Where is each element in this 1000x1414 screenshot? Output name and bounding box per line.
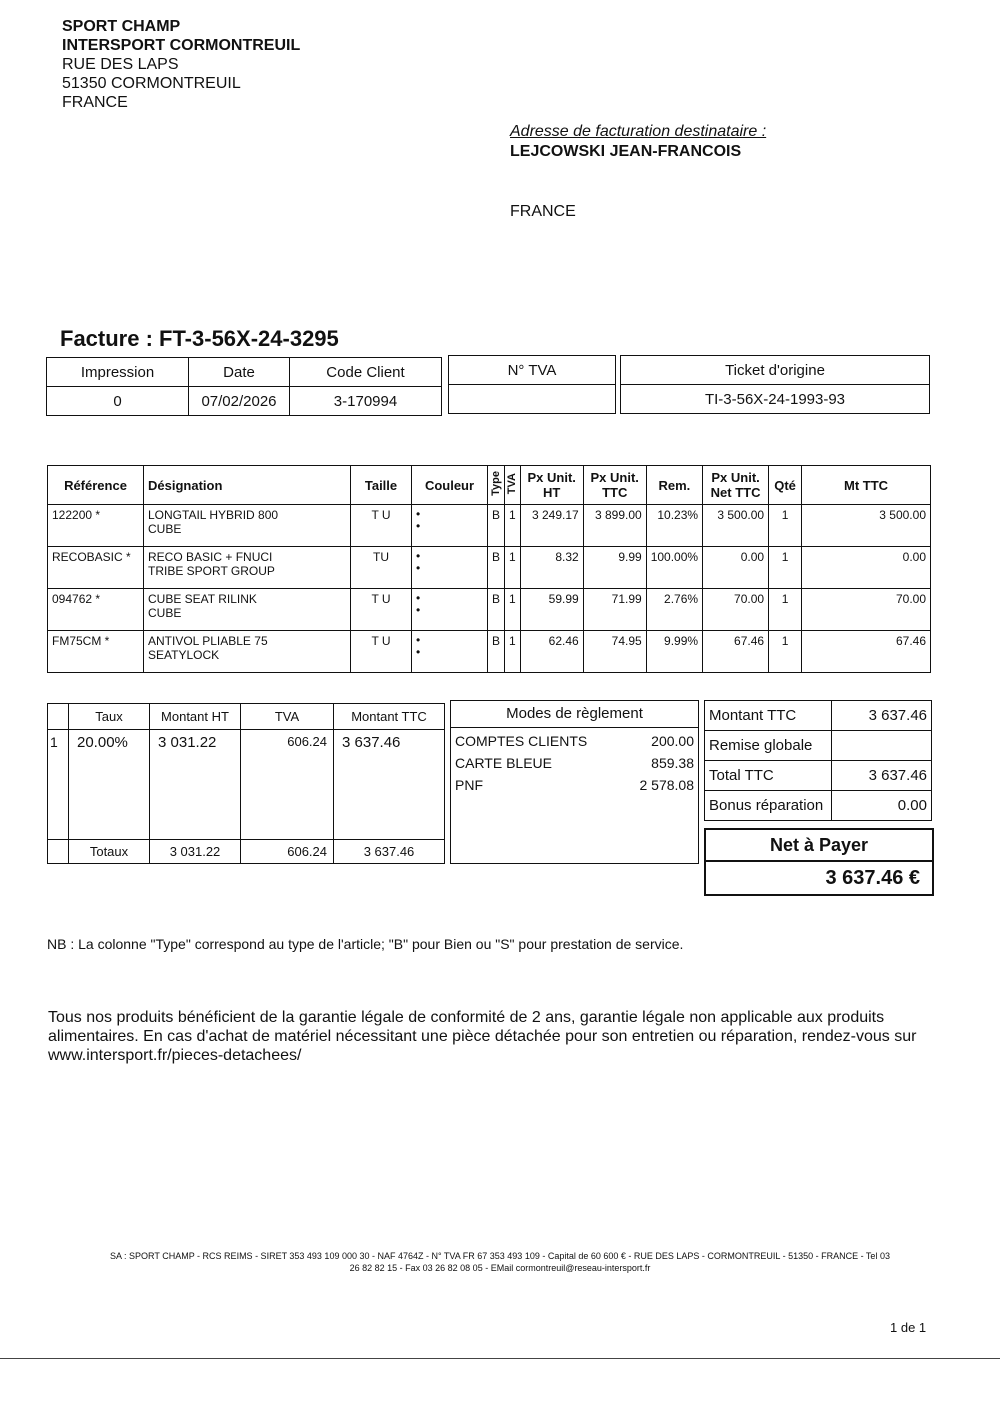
nb-note: NB : La colonne "Type" correspond au type de l'article; "B" pour Bien ou "S" pour prestation de service. — [47, 936, 684, 952]
row-taille: T U — [351, 631, 412, 673]
col-couleur: Couleur — [412, 466, 488, 505]
recipient-name: LEJCOWSKI JEAN-FRANCOIS — [510, 143, 742, 160]
tva-header-tva: TVA — [241, 704, 334, 730]
row-pu-ht: 8.32 — [520, 547, 583, 589]
info-table — [46, 357, 442, 416]
row-des1: ANTIVOL PLIABLE 75 — [148, 634, 268, 648]
col-pu-net: Px Unit. Net TTC — [703, 466, 769, 505]
payment-label: CARTE BLEUE — [455, 755, 552, 771]
row-tva: 1 — [505, 631, 521, 673]
payment-label: COMPTES CLIENTS — [455, 733, 588, 749]
remise-label: Remise globale — [705, 731, 832, 761]
col-pu-ttc: Px Unit. TTC — [583, 466, 646, 505]
row-designation — [144, 589, 351, 631]
row-pu-ttc: 9.99 — [583, 547, 646, 589]
sender-address — [62, 17, 300, 112]
bonus-value: 0.00 — [832, 791, 932, 821]
row-type: B — [488, 505, 505, 547]
col-remise: Rem. — [646, 466, 702, 505]
table-row — [48, 589, 931, 631]
invoice-title: Facture : FT-3-56X-24-3295 — [60, 326, 339, 351]
montant-ttc: 3 637.46 — [832, 701, 932, 731]
row-pu-ht: 62.46 — [520, 631, 583, 673]
row-designation — [144, 505, 351, 547]
info-header-tva: N° TVA — [449, 356, 616, 385]
bottom-rule — [0, 1358, 1000, 1359]
row-pu-net: 67.46 — [703, 631, 769, 673]
payment-item — [455, 730, 694, 752]
row-pu-net: 70.00 — [703, 589, 769, 631]
line-items-header — [48, 466, 931, 505]
info-header-date: Date — [189, 358, 290, 387]
info-header-client: Code Client — [290, 358, 442, 387]
total-ttc-label: Total TTC — [705, 761, 832, 791]
col-taille: Taille — [351, 466, 412, 505]
tva-amount: 606.24 — [241, 730, 334, 840]
remise-value — [832, 731, 932, 761]
legal-footer — [60, 1250, 940, 1274]
recipient-address — [510, 122, 766, 222]
row-des1: LONGTAIL HYBRID 800 — [148, 508, 279, 522]
tva-header-ht: Montant HT — [150, 704, 241, 730]
row-type: B — [488, 589, 505, 631]
bonus-label: Bonus réparation — [705, 791, 832, 821]
sender-store: INTERSPORT CORMONTREUIL — [62, 37, 301, 54]
row-pu-ht: 3 249.17 — [520, 505, 583, 547]
row-tva: 1 — [505, 589, 521, 631]
tva-totals-tva: 606.24 — [241, 840, 334, 864]
net-label: Net à Payer — [706, 830, 932, 862]
row-qte: 1 — [769, 505, 802, 547]
payment-amount: 200.00 — [651, 733, 694, 749]
row-couleur: • • — [412, 547, 488, 589]
info-ticket: TI-3-56X-24-1993-93 — [621, 385, 930, 414]
row-designation — [144, 547, 351, 589]
total-ttc: 3 637.46 — [832, 761, 932, 791]
row-remise: 10.23% — [646, 505, 702, 547]
row-pu-ht: 59.99 — [520, 589, 583, 631]
info-header-ticket: Ticket d'origine — [621, 356, 930, 385]
row-qte: 1 — [769, 631, 802, 673]
totals-table — [704, 700, 932, 821]
row-des1: CUBE SEAT RILINK — [148, 592, 257, 606]
row-qte: 1 — [769, 547, 802, 589]
row-des2: CUBE — [148, 522, 182, 536]
info-ticket-table — [620, 355, 930, 414]
payment-item — [455, 774, 694, 796]
row-remise: 100.00% — [646, 547, 702, 589]
info-date: 07/02/2026 — [189, 387, 290, 416]
row-qte: 1 — [769, 589, 802, 631]
row-tva: 1 — [505, 547, 521, 589]
sender-name: SPORT CHAMP — [62, 18, 181, 35]
col-reference: Référence — [48, 466, 144, 505]
tva-ht: 3 031.22 — [150, 730, 241, 840]
table-row — [48, 547, 931, 589]
payment-label: PNF — [455, 777, 483, 793]
row-des2: CUBE — [148, 606, 182, 620]
row-pu-ttc: 3 899.00 — [583, 505, 646, 547]
row-designation — [144, 631, 351, 673]
info-client: 3-170994 — [290, 387, 442, 416]
table-row — [48, 505, 931, 547]
tva-header-taux: Taux — [69, 704, 150, 730]
row-pu-ttc: 71.99 — [583, 589, 646, 631]
row-ref: 094762 * — [48, 589, 144, 631]
tva-totals-ttc: 3 637.46 — [334, 840, 445, 864]
row-couleur: • • — [412, 631, 488, 673]
tva-header-ttc: Montant TTC — [334, 704, 445, 730]
sender-country: FRANCE — [62, 94, 128, 111]
recipient-label: Adresse de facturation destinataire : — [510, 123, 767, 140]
recipient-country: FRANCE — [510, 203, 576, 220]
col-qte: Qté — [769, 466, 802, 505]
row-mt-ttc: 0.00 — [802, 547, 931, 589]
row-mt-ttc: 67.46 — [802, 631, 931, 673]
row-taille: TU — [351, 547, 412, 589]
tva-ttc: 3 637.46 — [334, 730, 445, 840]
sender-city: 51350 CORMONTREUIL — [62, 75, 241, 92]
montant-ttc-label: Montant TTC — [705, 701, 832, 731]
row-pu-ttc: 74.95 — [583, 631, 646, 673]
row-ref: RECOBASIC * — [48, 547, 144, 589]
garantie-text: Tous nos produits bénéficient de la garantie légale de conformité de 2 ans, garantie légale non applicable aux produits alimentaires. En cas d'achat de matériel nécessitant une pièce détachée pour son entretien ou réparation, rendez-vous sur www.intersport.fr/pieces-detachees/ — [48, 1009, 917, 1064]
tva-taux: 20.00% — [69, 730, 150, 840]
footer-line2: 26 82 82 15 - Fax 03 26 82 08 05 - EMail cormontreuil@reseau-intersport.fr — [349, 1263, 651, 1273]
row-ref: 122200 * — [48, 505, 144, 547]
payment-title: Modes de règlement — [451, 701, 698, 728]
col-tva: TVA — [506, 472, 519, 495]
row-mt-ttc: 3 500.00 — [802, 505, 931, 547]
payment-amount: 859.38 — [651, 755, 694, 771]
payment-item — [455, 752, 694, 774]
row-des1: RECO BASIC + FNUCI — [148, 550, 273, 564]
net-a-payer-box — [704, 828, 934, 896]
row-des2: TRIBE SPORT GROUP — [148, 564, 275, 578]
sender-street: RUE DES LAPS — [62, 56, 179, 73]
table-row — [48, 631, 931, 673]
net-value: 3 637.46 € — [825, 867, 920, 889]
info-impression: 0 — [47, 387, 189, 416]
info-tva — [449, 385, 616, 414]
line-items-table — [47, 465, 931, 673]
info-header-impression: Impression — [47, 358, 189, 387]
row-pu-net: 3 500.00 — [703, 505, 769, 547]
row-taille: T U — [351, 505, 412, 547]
row-type: B — [488, 631, 505, 673]
tva-table — [47, 703, 445, 864]
row-type: B — [488, 547, 505, 589]
row-remise: 9.99% — [646, 631, 702, 673]
tva-index: 1 — [48, 730, 69, 840]
page-number: 1 de 1 — [890, 1320, 927, 1335]
row-pu-net: 0.00 — [703, 547, 769, 589]
row-couleur: • • — [412, 589, 488, 631]
row-mt-ttc: 70.00 — [802, 589, 931, 631]
col-type: Type — [490, 471, 502, 496]
info-tva-table — [448, 355, 616, 414]
row-des2: SEATYLOCK — [148, 648, 220, 662]
row-couleur: • • — [412, 505, 488, 547]
col-pu-ht: Px Unit. HT — [520, 466, 583, 505]
row-remise: 2.76% — [646, 589, 702, 631]
tva-totals-ht: 3 031.22 — [150, 840, 241, 864]
col-designation: Désignation — [144, 466, 351, 505]
row-taille: T U — [351, 589, 412, 631]
tva-totals-label: Totaux — [69, 840, 150, 864]
payment-amount: 2 578.08 — [639, 777, 694, 793]
row-tva: 1 — [505, 505, 521, 547]
col-mt-ttc: Mt TTC — [802, 466, 931, 505]
row-ref: FM75CM * — [48, 631, 144, 673]
footer-line1: SA : SPORT CHAMP - RCS REIMS - SIRET 353 493 109 000 30 - NAF 4764Z - N° TVA FR 67 353 493 109 - Capital de 60 600 € - RUE DES LAPS - CORMONTREUIL - 51350 - FRANCE - Tel 03 — [110, 1251, 890, 1261]
payment-modes — [450, 700, 699, 864]
